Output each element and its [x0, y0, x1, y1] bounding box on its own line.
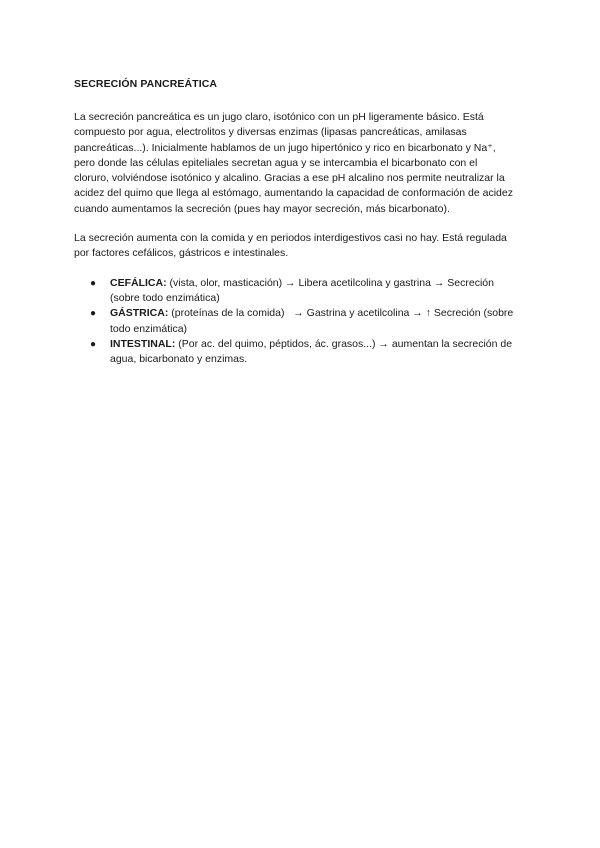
paragraph-regulation: La secreción aumenta con la comida y en periodos interdigestivos casi no hay. Está regulada por factores cefálicos, gástricos e intestinales. — [74, 232, 507, 260]
bullet-text: (proteínas de la comida) → Gastrina y acetilcolina → ↑ Secreción (sobre todo enzimática) — [110, 307, 517, 335]
bullet-text: (vista, olor, masticación) → Libera acetilcolina y gastrina → Secreción (sobre todo enzimática) — [110, 276, 494, 304]
bullet-label: INTESTINAL: — [110, 337, 176, 350]
bullet-dot-icon: ● — [90, 308, 97, 320]
bullet-text: (Por ac. del quimo, péptidos, ác. grasos...) → aumentan la secreción de agua, bicarbonato y enzimas. — [110, 337, 513, 366]
list-item-gastrica — [74, 306, 517, 337]
bullet-label: GÁSTRICA: — [110, 307, 169, 320]
document-page — [74, 76, 517, 367]
list-item-intestinal — [74, 337, 514, 368]
document-title: SECRECIÓN PANCREÁTICA — [74, 78, 218, 90]
bullet-dot-icon: ● — [90, 338, 97, 350]
bullet-dot-icon: ● — [90, 277, 97, 289]
regulation-factors-list — [74, 276, 517, 368]
paragraph-intro: La secreción pancreática es un jugo claro, isotónico con un pH ligeramente básico. Está compuesto por agua, electrolitos y diversas enzimas (lipasas pancreáticas, amilasas pancreáticas...). Inicialmente hablamos de un jugo hipertónico y rico en bicarbonato y Na⁺, pero donde las células epiteliales secretan agua y se intercambia el bicarbonato con el cloruro, volviéndose isotónico y alcalino. Gracias a ese pH alcalino nos permite neutralizar la acidez del quimo que llega al estómago, aumentando la capacidad de conformación de acidez cuando aumentamos la secreción (pues hay mayor secreción, más bicarbonato). — [74, 111, 513, 215]
list-item-cefalica — [74, 276, 514, 307]
bullet-label: CEFÁLICA: — [110, 276, 167, 289]
